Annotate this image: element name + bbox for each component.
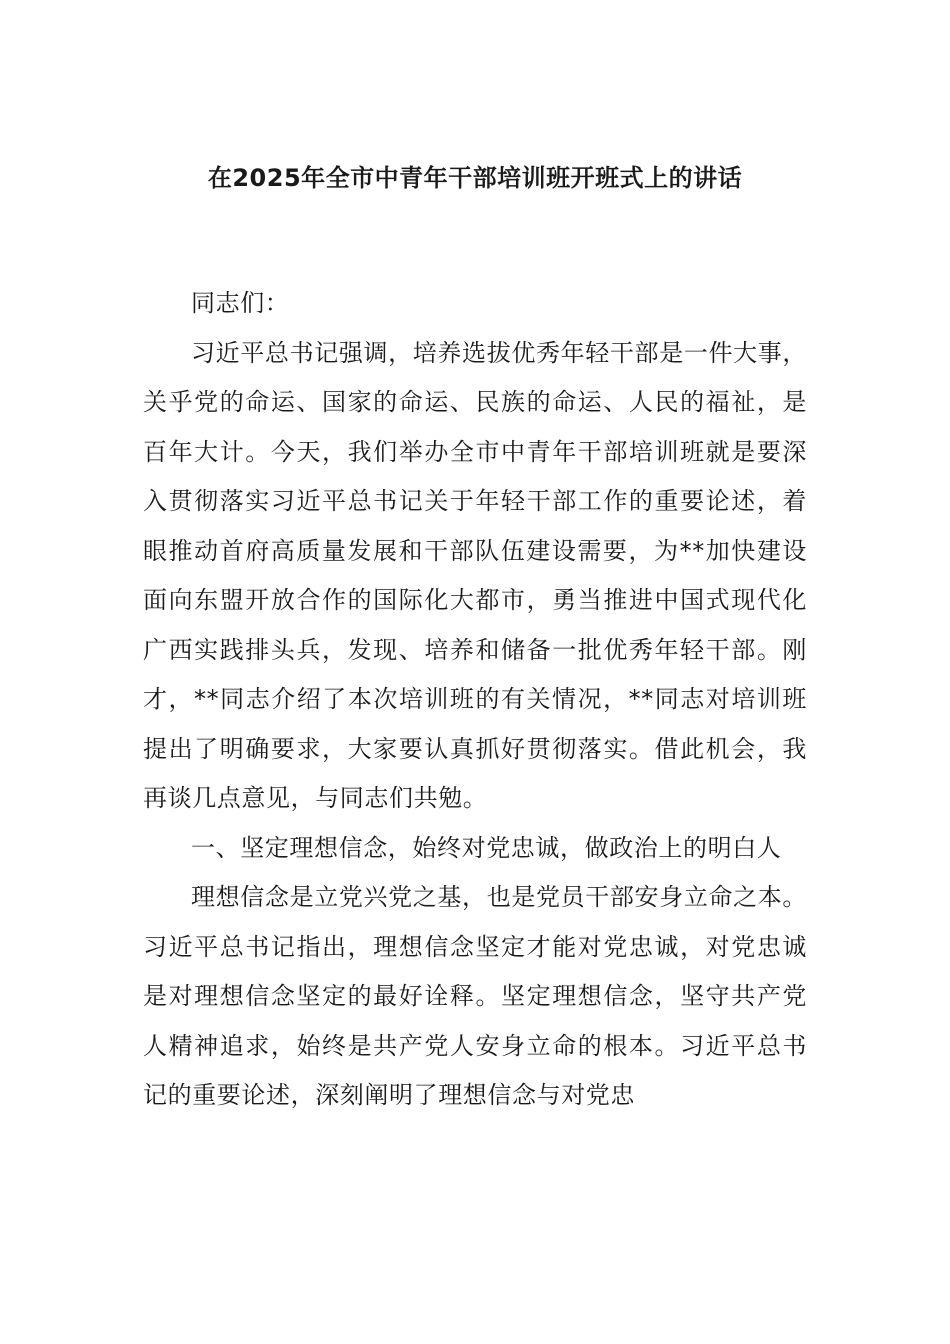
salutation: 同志们： — [191, 289, 290, 317]
document-body — [143, 279, 807, 1121]
paragraph-intro: 习近平总书记强调，培养选拔优秀年轻干部是一件大事，关乎党的命运、国家的命运、民族的命运、人民的福祉，是百年大计。今天，我们举办全市中青年干部培训班就是要深入贯彻落实习近平总书记关于年轻干部工作的重要论述，着眼推动首府高质量发展和干部队伍建设需要，为**加快建设面向东盟开放合作的国际化大都市，勇当推进中国式现代化广西实践排头兵，发现、培养和储备一批优秀年轻干部。刚才，**同志介绍了本次培训班的有关情况，**同志对培训班提出了明确要求，大家要认真抓好贯彻落实。借此机会，我再谈几点意见，与同志们共勉。 — [143, 338, 807, 812]
paragraph-section-1: 理想信念是立党兴党之基，也是党员干部安身立命之本。习近平总书记指出，理想信念坚定才能对党忠诚，对党忠诚是对理想信念坚定的最好诠释。坚定理想信念，坚守共产党人精神追求，始终是共产党人安身立命的根本。习近平总书记的重要论述，深刻阐明了理想信念与对党忠 — [143, 883, 807, 1109]
document-title: 在2025年全市中青年干部培训班开班式上的讲话 — [207, 164, 743, 192]
section-heading-1: 一、坚定理想信念，始终对党忠诚，做政治上的明白人 — [191, 833, 782, 862]
